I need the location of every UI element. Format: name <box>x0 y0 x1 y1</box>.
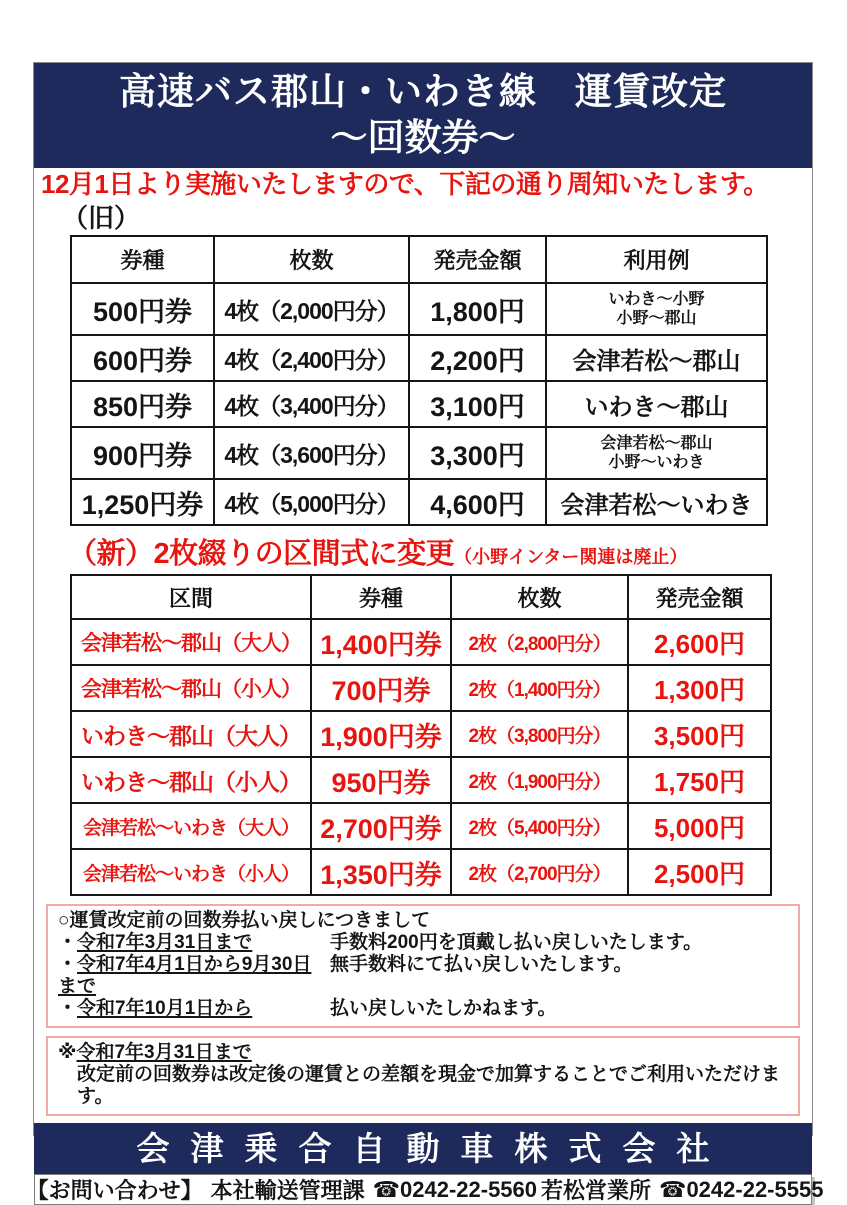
refund-box-title: ○運賃改定前の回数券払い戻しにつきまして <box>58 910 431 931</box>
note-date: 令和7年3月31日まで <box>76 1042 252 1063</box>
count-cell: 4枚（2,400円分） <box>214 335 409 381</box>
count-cell: 2枚（3,800円分） <box>451 711 628 757</box>
ticket-type-cell: 1,350円券 <box>311 849 451 895</box>
price-cell: 2,600円 <box>628 619 771 665</box>
count-cell: 2枚（2,700円分） <box>451 849 628 895</box>
usage-line: 小野～郡山 <box>616 310 697 327</box>
note-text: 改定前の回数券は改定後の運賃との差額を現金で加算することでご利用いただけます。 <box>77 1064 781 1107</box>
flyer-header <box>34 63 812 168</box>
usage-cell: いわき～郡山 <box>546 381 767 427</box>
usage-line: 会津若松～郡山 <box>600 435 713 452</box>
note-marker: ※ <box>58 1042 77 1063</box>
count-cell: 2枚（1,400円分） <box>451 665 628 711</box>
usage-line: いわき～小野 <box>608 291 705 308</box>
price-cell: 1,300円 <box>628 665 771 711</box>
section-cell: 会津若松～いわき（大人） <box>71 803 311 849</box>
page-subtitle: ～回数券～ <box>330 117 516 158</box>
new-header-ticket-type: 券種 <box>311 575 451 619</box>
price-cell: 3,300円 <box>409 427 546 479</box>
contact-phone-head-office: 0242-22-5560 <box>400 1176 538 1202</box>
usage-line: 小野～いわき <box>608 454 705 471</box>
old-header-usage: 利用例 <box>546 236 767 283</box>
bullet: ・ <box>58 954 78 975</box>
usage-note-box <box>46 1036 800 1116</box>
section-cell: いわき～郡山（大人） <box>71 711 311 757</box>
new-table-row <box>71 665 771 711</box>
ticket-type-cell: 1,900円券 <box>311 711 451 757</box>
refund-period <box>58 998 330 1020</box>
price-cell: 1,800円 <box>409 283 546 335</box>
count-cell: 2枚（2,800円分） <box>451 619 628 665</box>
new-header-count: 枚数 <box>451 575 628 619</box>
contact-label: 【お問い合わせ】 <box>26 1178 203 1203</box>
old-table-row <box>71 381 767 427</box>
refund-period-text: 令和7年10月1日から <box>77 998 253 1019</box>
count-cell: 2枚（1,900円分） <box>451 757 628 803</box>
new-table-row <box>71 619 771 665</box>
price-cell: 2,500円 <box>628 849 771 895</box>
new-header-section: 区間 <box>71 575 311 619</box>
refund-item <box>58 932 788 954</box>
old-fare-table <box>70 235 768 526</box>
usage-cell <box>546 427 767 479</box>
ticket-type-cell: 500円券 <box>71 283 214 335</box>
section-cell: いわき～郡山（小人） <box>71 757 311 803</box>
telephone-icon: ☎ <box>372 1176 400 1202</box>
effective-date-notice: 12月1日より実施いたしますので、下記の通り周知いたします。 <box>41 169 769 199</box>
refund-item <box>58 998 788 1020</box>
count-cell: 4枚（3,600円分） <box>214 427 409 479</box>
refund-period <box>58 932 330 954</box>
new-fare-table <box>70 574 772 896</box>
ticket-type-cell: 850円券 <box>71 381 214 427</box>
count-cell: 4枚（2,000円分） <box>214 283 409 335</box>
contact-dept-head-office: 本社輸送管理課 <box>210 1178 365 1203</box>
old-table-row <box>71 335 767 381</box>
ticket-type-cell: 950円券 <box>311 757 451 803</box>
note-date-line <box>58 1042 788 1064</box>
price-cell: 4,600円 <box>409 479 546 525</box>
contact-dept-wakamatsu: 若松営業所 <box>541 1178 652 1203</box>
price-cell: 1,750円 <box>628 757 771 803</box>
new-table-header-row <box>71 575 771 619</box>
refund-info-box <box>46 904 800 1028</box>
new-table-row <box>71 803 771 849</box>
bullet: ・ <box>58 932 78 953</box>
old-table-row <box>71 283 767 335</box>
contact-bar <box>26 1174 824 1205</box>
bullet: ・ <box>58 998 78 1019</box>
new-table-row <box>71 849 771 895</box>
usage-cell: 会津若松～いわき <box>546 479 767 525</box>
count-cell: 4枚（3,400円分） <box>214 381 409 427</box>
old-header-price: 発売金額 <box>409 236 546 283</box>
ticket-type-cell: 1,400円券 <box>311 619 451 665</box>
old-table-row <box>71 427 767 479</box>
usage-cell <box>546 283 767 335</box>
new-section-heading <box>68 531 812 572</box>
old-table-row <box>71 479 767 525</box>
count-cell: 2枚（5,400円分） <box>451 803 628 849</box>
refund-period-text: 令和7年4月1日から9月30日まで <box>58 954 312 997</box>
old-section-label: （旧） <box>62 203 141 233</box>
new-section-sublabel: （小野インター関連は廃止） <box>454 547 688 567</box>
ticket-type-cell: 600円券 <box>71 335 214 381</box>
price-cell: 2,200円 <box>409 335 546 381</box>
company-name-bar: 会津乗合自動車株式会社 <box>34 1123 812 1174</box>
count-cell: 4枚（5,000円分） <box>214 479 409 525</box>
new-table-row <box>71 757 771 803</box>
price-cell: 5,000円 <box>628 803 771 849</box>
ticket-type-cell: 900円券 <box>71 427 214 479</box>
new-table-row <box>71 711 771 757</box>
refund-period-text: 令和7年3月31日まで <box>77 932 253 953</box>
ticket-type-cell: 1,250円券 <box>71 479 214 525</box>
new-header-price: 発売金額 <box>628 575 771 619</box>
contact-phone-wakamatsu: 0242-22-5555 <box>686 1176 824 1202</box>
ticket-type-cell: 2,700円券 <box>311 803 451 849</box>
price-cell: 3,500円 <box>628 711 771 757</box>
new-section-label: （新）2枚綴りの区間式に変更 <box>68 538 455 570</box>
refund-detail: 払い戻しいたしかねます。 <box>330 998 557 1019</box>
refund-period <box>58 954 330 998</box>
old-header-ticket-type: 券種 <box>71 236 214 283</box>
telephone-icon: ☎ <box>659 1176 687 1202</box>
ticket-type-cell: 700円券 <box>311 665 451 711</box>
usage-cell: 会津若松～郡山 <box>546 335 767 381</box>
old-table-header-row <box>71 236 767 283</box>
old-header-count: 枚数 <box>214 236 409 283</box>
page-title: 高速バス郡山・いわき線 運賃改定 <box>119 71 727 112</box>
section-cell: 会津若松～郡山（大人） <box>71 619 311 665</box>
section-cell: 会津若松～いわき（小人） <box>71 849 311 895</box>
fare-revision-flyer <box>26 62 824 1203</box>
refund-item <box>58 954 788 998</box>
price-cell: 3,100円 <box>409 381 546 427</box>
section-cell: 会津若松～郡山（小人） <box>71 665 311 711</box>
refund-detail: 無手数料にて払い戻しいたします。 <box>330 954 633 975</box>
refund-detail: 手数料200円を頂戴し払い戻しいたします。 <box>330 932 703 953</box>
